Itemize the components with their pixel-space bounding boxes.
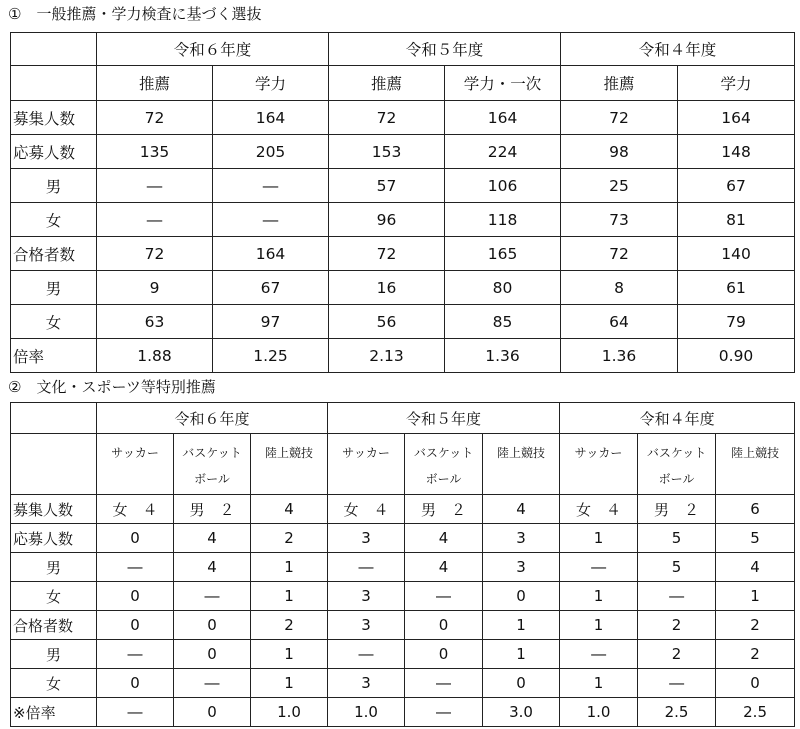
table-cell: 135 bbox=[97, 135, 213, 169]
table-cell: ― bbox=[97, 203, 213, 237]
table-cell: 153 bbox=[329, 135, 445, 169]
table-row bbox=[11, 698, 795, 727]
table-cell: 1 bbox=[560, 524, 638, 553]
table-cell: 9 bbox=[97, 271, 213, 305]
category-header bbox=[716, 434, 795, 495]
table-cell: 2 bbox=[251, 611, 328, 640]
row-label: 男 bbox=[11, 271, 97, 305]
table-cell: 1.0 bbox=[328, 698, 405, 727]
table-cell: 1 bbox=[251, 582, 328, 611]
table-cell: ― bbox=[405, 698, 483, 727]
category-line: バスケット bbox=[182, 446, 242, 460]
table-cell: ― bbox=[405, 582, 483, 611]
table-row bbox=[11, 669, 795, 698]
table-cell: 3 bbox=[328, 611, 405, 640]
row-label: 募集人数 bbox=[11, 495, 97, 524]
table-cell: ― bbox=[328, 640, 405, 669]
category-header-row bbox=[11, 434, 795, 495]
table-cell: 164 bbox=[445, 101, 561, 135]
table-cell: 3 bbox=[483, 553, 560, 582]
table-cell: 0 bbox=[97, 582, 174, 611]
table-row bbox=[11, 169, 795, 203]
table-cell: 97 bbox=[213, 305, 329, 339]
table-cell: 3 bbox=[483, 524, 560, 553]
corner-cell bbox=[11, 434, 97, 495]
table-cell: 女 ４ bbox=[97, 495, 174, 524]
table-cell: 2.5 bbox=[716, 698, 795, 727]
table-cell: 0 bbox=[405, 611, 483, 640]
table-cell: 1.0 bbox=[560, 698, 638, 727]
table-cell: 4 bbox=[483, 495, 560, 524]
table-cell: ― bbox=[638, 669, 716, 698]
table-row bbox=[11, 553, 795, 582]
table-row bbox=[11, 135, 795, 169]
year-header: 令和４年度 bbox=[560, 403, 795, 434]
table-cell: 72 bbox=[561, 237, 678, 271]
corner-cell bbox=[11, 66, 97, 101]
table-cell: 0.90 bbox=[678, 339, 795, 373]
table-row bbox=[11, 524, 795, 553]
table-cell: 165 bbox=[445, 237, 561, 271]
category-line: ボール bbox=[194, 472, 230, 486]
table-cell: 1 bbox=[251, 553, 328, 582]
table-cell: ― bbox=[638, 582, 716, 611]
table-cell: 女 ４ bbox=[560, 495, 638, 524]
table-cell: 3 bbox=[328, 669, 405, 698]
row-label: 男 bbox=[11, 640, 97, 669]
row-label: 男 bbox=[11, 553, 97, 582]
year-header: 令和５年度 bbox=[328, 403, 560, 434]
category-header bbox=[638, 434, 716, 495]
table-row bbox=[11, 339, 795, 373]
year-header: 令和５年度 bbox=[329, 33, 561, 66]
table-cell: 0 bbox=[174, 640, 251, 669]
table-cell: 1 bbox=[716, 582, 795, 611]
table-cell: 1.36 bbox=[561, 339, 678, 373]
table-cell: 2 bbox=[251, 524, 328, 553]
table-cell: 1.88 bbox=[97, 339, 213, 373]
table-cell: ― bbox=[560, 553, 638, 582]
corner-cell bbox=[11, 33, 97, 66]
table-cell: 2 bbox=[638, 640, 716, 669]
table-cell: ― bbox=[213, 169, 329, 203]
table-cell: 80 bbox=[445, 271, 561, 305]
table-cell: 8 bbox=[561, 271, 678, 305]
row-label: 女 bbox=[11, 203, 97, 237]
year-header: 令和４年度 bbox=[561, 33, 795, 66]
row-label: 応募人数 bbox=[11, 524, 97, 553]
table-cell: 1 bbox=[251, 669, 328, 698]
table-cell: 67 bbox=[213, 271, 329, 305]
table-cell: 6 bbox=[716, 495, 795, 524]
table-cell: 164 bbox=[678, 101, 795, 135]
category-header: 学力 bbox=[213, 66, 329, 101]
table-row bbox=[11, 640, 795, 669]
category-header: 推薦 bbox=[561, 66, 678, 101]
table-cell: 205 bbox=[213, 135, 329, 169]
category-header: 推薦 bbox=[97, 66, 213, 101]
table-cell: 3 bbox=[328, 582, 405, 611]
section2-title: ② 文化・スポーツ等特別推薦 bbox=[8, 378, 216, 396]
table-cell: 5 bbox=[638, 524, 716, 553]
table-cell: 1.36 bbox=[445, 339, 561, 373]
table-cell: 85 bbox=[445, 305, 561, 339]
row-label: 倍率 bbox=[11, 339, 97, 373]
year-header: 令和６年度 bbox=[97, 403, 328, 434]
row-label: 女 bbox=[11, 582, 97, 611]
table-row bbox=[11, 271, 795, 305]
table-cell: 56 bbox=[329, 305, 445, 339]
table-cell: 男 ２ bbox=[174, 495, 251, 524]
table-cell: 4 bbox=[405, 524, 483, 553]
table-cell: 0 bbox=[174, 611, 251, 640]
table-cell: 1.0 bbox=[251, 698, 328, 727]
category-line: サッカー bbox=[574, 446, 623, 460]
table-cell: 0 bbox=[97, 669, 174, 698]
table-cell: 3 bbox=[328, 524, 405, 553]
table-cell: 5 bbox=[638, 553, 716, 582]
category-header bbox=[328, 434, 405, 495]
general-selection-table bbox=[10, 32, 795, 373]
table-cell: 57 bbox=[329, 169, 445, 203]
category-line: バスケット bbox=[413, 446, 474, 460]
table-cell: 106 bbox=[445, 169, 561, 203]
table-cell: 1 bbox=[483, 611, 560, 640]
year-header-row bbox=[11, 403, 795, 434]
category-header bbox=[251, 434, 328, 495]
table-cell: 2 bbox=[716, 611, 795, 640]
table-cell: 72 bbox=[97, 237, 213, 271]
category-header bbox=[483, 434, 560, 495]
category-header bbox=[97, 434, 174, 495]
table-cell: 0 bbox=[97, 611, 174, 640]
year-header: 令和６年度 bbox=[97, 33, 329, 66]
table-cell: 164 bbox=[213, 237, 329, 271]
table-cell: 1 bbox=[560, 669, 638, 698]
table-cell: 0 bbox=[483, 582, 560, 611]
table-cell: 男 ２ bbox=[405, 495, 483, 524]
category-line: 陸上競技 bbox=[265, 446, 314, 460]
corner-cell bbox=[11, 403, 97, 434]
table-cell: 98 bbox=[561, 135, 678, 169]
category-header: 学力 bbox=[678, 66, 795, 101]
table-cell: 118 bbox=[445, 203, 561, 237]
category-line: 陸上競技 bbox=[497, 446, 546, 460]
year-header-row bbox=[11, 33, 795, 66]
table-cell: ― bbox=[213, 203, 329, 237]
table-cell: 4 bbox=[251, 495, 328, 524]
table-cell: 73 bbox=[561, 203, 678, 237]
table-cell: ― bbox=[174, 669, 251, 698]
table-cell: 1 bbox=[251, 640, 328, 669]
table-cell: ― bbox=[97, 698, 174, 727]
category-header bbox=[560, 434, 638, 495]
table-row bbox=[11, 237, 795, 271]
table-cell: 72 bbox=[97, 101, 213, 135]
table-cell: 148 bbox=[678, 135, 795, 169]
row-label: 男 bbox=[11, 169, 97, 203]
table-cell: 96 bbox=[329, 203, 445, 237]
row-label: ※倍率 bbox=[11, 698, 97, 727]
table-cell: 5 bbox=[716, 524, 795, 553]
table-cell: 224 bbox=[445, 135, 561, 169]
table-cell: 男 ２ bbox=[638, 495, 716, 524]
category-header bbox=[174, 434, 251, 495]
table-cell: 1 bbox=[560, 582, 638, 611]
table-row bbox=[11, 495, 795, 524]
row-label: 合格者数 bbox=[11, 237, 97, 271]
table-cell: 0 bbox=[174, 698, 251, 727]
table-cell: 4 bbox=[174, 524, 251, 553]
table-cell: 72 bbox=[329, 101, 445, 135]
table-cell: ― bbox=[560, 640, 638, 669]
row-label: 女 bbox=[11, 305, 97, 339]
category-line: ボール bbox=[658, 472, 695, 486]
category-header-row bbox=[11, 66, 795, 101]
table-cell: 4 bbox=[716, 553, 795, 582]
table-cell: 2 bbox=[716, 640, 795, 669]
table-row bbox=[11, 203, 795, 237]
table-cell: 81 bbox=[678, 203, 795, 237]
table-cell: 61 bbox=[678, 271, 795, 305]
table-cell: 1 bbox=[483, 640, 560, 669]
table-cell: 64 bbox=[561, 305, 678, 339]
table-cell: 140 bbox=[678, 237, 795, 271]
table-row bbox=[11, 305, 795, 339]
table-cell: 72 bbox=[329, 237, 445, 271]
table-cell: 0 bbox=[405, 640, 483, 669]
table-cell: 25 bbox=[561, 169, 678, 203]
table-cell: 0 bbox=[97, 524, 174, 553]
table-cell: 1 bbox=[560, 611, 638, 640]
category-line: サッカー bbox=[342, 446, 390, 460]
table-cell: 2 bbox=[638, 611, 716, 640]
row-label: 応募人数 bbox=[11, 135, 97, 169]
table-cell: ― bbox=[405, 669, 483, 698]
table-cell: 16 bbox=[329, 271, 445, 305]
section1-title: ① 一般推薦・学力検査に基づく選抜 bbox=[8, 5, 262, 23]
table-cell: 72 bbox=[561, 101, 678, 135]
table-cell: 79 bbox=[678, 305, 795, 339]
table-cell: 3.0 bbox=[483, 698, 560, 727]
row-label: 合格者数 bbox=[11, 611, 97, 640]
table-cell: ― bbox=[174, 582, 251, 611]
table-cell: 女 ４ bbox=[328, 495, 405, 524]
table-row bbox=[11, 611, 795, 640]
category-line: 陸上競技 bbox=[731, 446, 780, 460]
category-header: 学力・一次 bbox=[445, 66, 561, 101]
table-row bbox=[11, 582, 795, 611]
table-cell: 2.5 bbox=[638, 698, 716, 727]
category-header: 推薦 bbox=[329, 66, 445, 101]
category-line: サッカー bbox=[111, 446, 159, 460]
table-cell: 0 bbox=[483, 669, 560, 698]
table-cell: 67 bbox=[678, 169, 795, 203]
table-cell: 4 bbox=[174, 553, 251, 582]
table-cell: ― bbox=[97, 169, 213, 203]
table-cell: ― bbox=[97, 640, 174, 669]
category-line: ボール bbox=[425, 472, 462, 486]
table-cell: 63 bbox=[97, 305, 213, 339]
table-cell: ― bbox=[328, 553, 405, 582]
row-label: 女 bbox=[11, 669, 97, 698]
special-recommendation-table bbox=[10, 402, 795, 727]
category-header bbox=[405, 434, 483, 495]
table-row bbox=[11, 101, 795, 135]
table-cell: ― bbox=[97, 553, 174, 582]
table-cell: 164 bbox=[213, 101, 329, 135]
table-cell: 0 bbox=[716, 669, 795, 698]
table-cell: 2.13 bbox=[329, 339, 445, 373]
table-cell: 4 bbox=[405, 553, 483, 582]
category-line: バスケット bbox=[646, 446, 707, 460]
row-label: 募集人数 bbox=[11, 101, 97, 135]
table-cell: 1.25 bbox=[213, 339, 329, 373]
